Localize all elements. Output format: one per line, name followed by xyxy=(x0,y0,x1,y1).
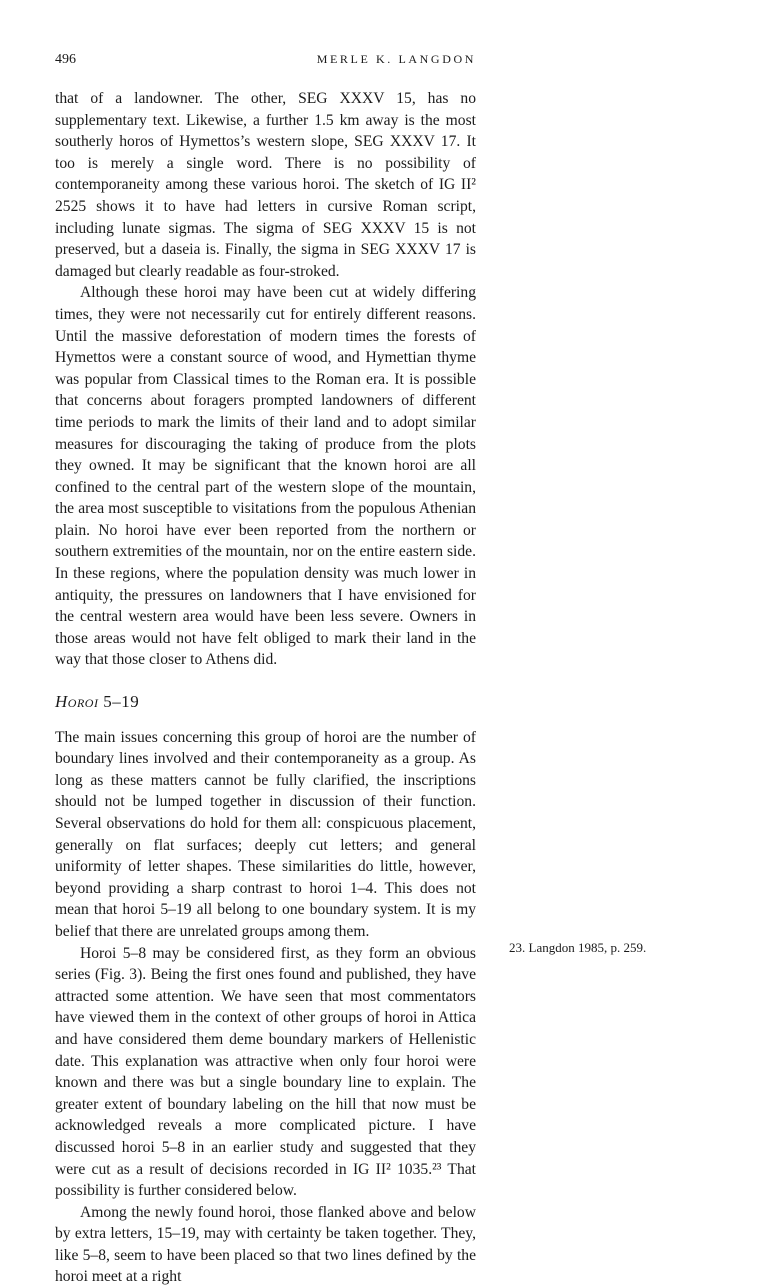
body-paragraph: The main issues concerning this group of horoi are the number of boundary lines involved and their contemporaneity as a group. As long as these matters cannot be fully clarified, the inscriptions should not be lumped together in discussion of their function. Several observations do hold for them all: conspicuous placement, generally on flat surfaces; deeply cut letters; and general uniformity of letter shapes. These similarities do little, however, beyond providing a sharp contrast to horoi 1–4. This does not mean that horoi 5–19 all belong to one boundary system. It is my belief that there are unrelated groups among them. xyxy=(55,728,476,940)
footnote: 23. Langdon 1985, p. 259. xyxy=(509,940,647,955)
running-header xyxy=(55,52,476,68)
main-text-column xyxy=(55,88,476,1288)
body-paragraph: Horoi 5–8 may be considered first, as they form an obvious series (Fig. 3). Being the first ones found and published, they have attracted some attention. We have seen that most commentators have viewed them in the context of other groups of horoi in Attica and have considered them deme boundary markers of Hellenistic date. This explanation was attractive when only four horoi were known and there was but a single boundary line to explain. The greater extent of boundary labeling on the hill that now must be acknowledged reveals a more complicated picture. I have discussed horoi 5–8 in an earlier study and suggested that they were cut as a result of decisions recorded in IG II² 1035.²³ That possibility is further considered below. xyxy=(55,944,476,1200)
body-paragraph: that of a landowner. The other, SEG XXXV 15, has no supplementary text. Likewise, a further 1.5 km away is the most southerly horos of Hymettos’s western slope, SEG XXXV 17. It too is merely a single word. There is no possibility of contemporaneity among these various horoi. The sketch of IG II² 2525 shows it to have had letters in cursive Roman script, including lunate sigmas. The sigma of SEG XXXV 15 is not preserved, but a daseia is. Finally, the sigma in SEG XXXV 17 is damaged but clearly readable as four-stroked. xyxy=(55,90,476,280)
page-number: 496 xyxy=(55,52,76,67)
running-head-author: MERLE K. LANGDON xyxy=(316,52,476,66)
section-heading-range: 5–19 xyxy=(103,692,140,712)
section-heading xyxy=(55,691,476,713)
body-paragraph: Although these horoi may have been cut at widely differing times, they were not necessarily cut for entirely different reasons. Until the massive deforestation of modern times the forests of Hymettos were a constant source of wood, and Hymettian thyme was popular from Classical times to the Roman era. It is possible that concerns about foragers prompted landowners of different time periods to mark the limits of their land and to adopt similar measures for discouraging the taking of produce from the plots they owned. It may be significant that the known horoi are all confined to the central part of the western slope of the mountain, the area most susceptible to visitations from the populous Athenian plain. No horoi have ever been reported from the northern or southern extremities of the mountain, nor on the entire eastern side. In these regions, where the population density was much lower in antiquity, the pressures on landowners that I have envisioned for the central western area would have been less severe. Owners in those areas would not have felt obliged to mark their land in the way that those closer to Athens did. xyxy=(55,284,476,669)
section-heading-title: Horoi xyxy=(55,692,99,712)
body-paragraph: Among the newly found horoi, those flanked above and below by extra letters, 15–19, may with certainty be taken together. They, like 5–8, seem to have been placed so that two lines defined by the horoi meet at a right xyxy=(55,1203,476,1286)
